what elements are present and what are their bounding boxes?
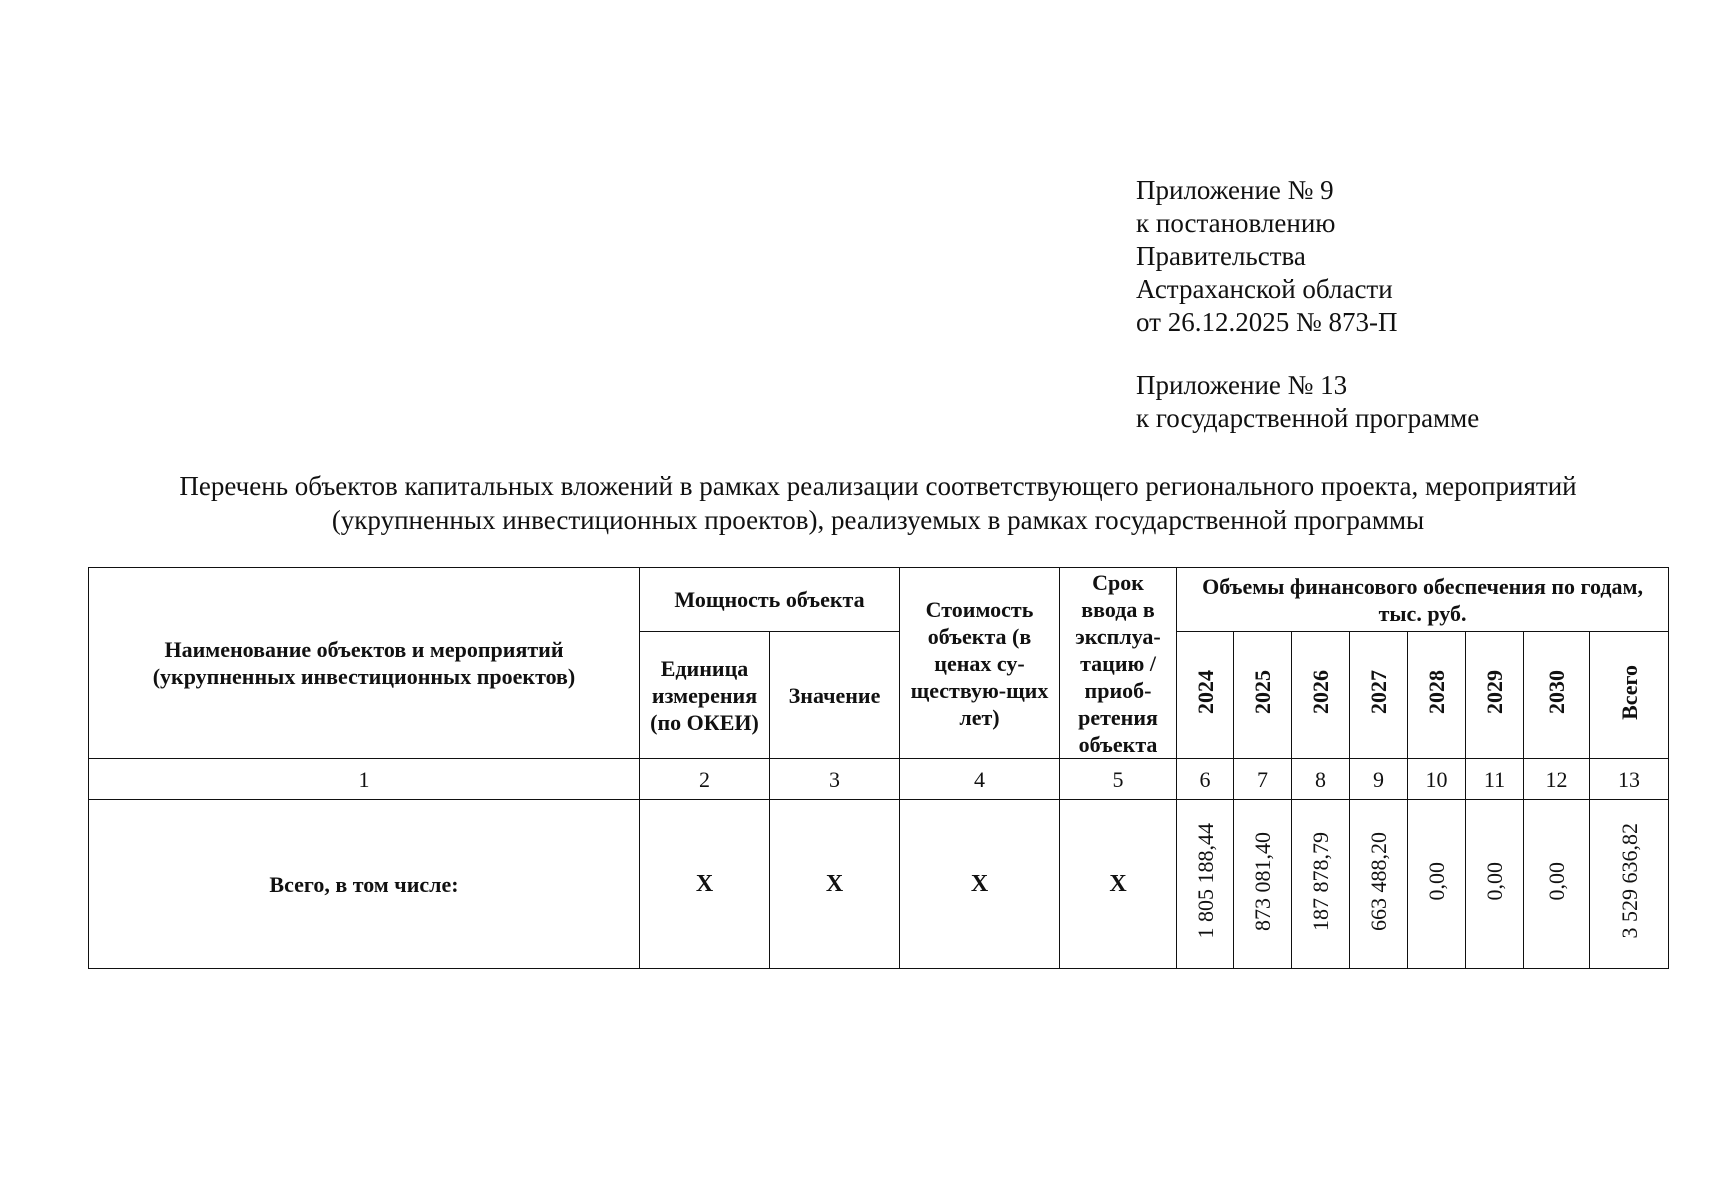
column-number-row — [89, 759, 1669, 800]
amount-value: 873 081,40 — [1250, 831, 1276, 931]
amount-value: 0,00 — [1482, 861, 1508, 901]
approval-line: к государственной программе — [1136, 403, 1480, 433]
approval-line: Приложение № 9 — [1136, 175, 1334, 205]
header-year — [1292, 632, 1350, 759]
header-year — [1408, 632, 1466, 759]
header-value: Значение — [770, 632, 900, 759]
year-label: 2024 — [1192, 670, 1218, 714]
approval-line: Астраханской области — [1136, 274, 1393, 304]
amount-cell — [1177, 800, 1234, 969]
approval-block — [1136, 174, 1479, 435]
column-number: 1 — [89, 759, 640, 800]
column-number: 10 — [1408, 759, 1466, 800]
capital-investment-table — [88, 567, 1669, 969]
amount-total-value: 3 529 636,82 — [1616, 823, 1642, 939]
amount-value: 187 878,79 — [1308, 831, 1334, 931]
amount-value: 0,00 — [1544, 861, 1570, 901]
amount-value: 0,00 — [1424, 861, 1450, 901]
column-number: 6 — [1177, 759, 1234, 800]
column-number: 9 — [1350, 759, 1408, 800]
amount-cell — [1408, 800, 1466, 969]
column-number: 3 — [770, 759, 900, 800]
column-number: 7 — [1234, 759, 1292, 800]
header-total — [1590, 632, 1669, 759]
header-year — [1466, 632, 1524, 759]
title-line-2: (укрупненных инвестиционных проектов), реализуемых в рамках государственной программы — [331, 505, 1425, 535]
approval-gap — [1136, 339, 1479, 369]
approval-line: Правительства — [1136, 241, 1306, 271]
amount-cell — [1234, 800, 1292, 969]
row-cost: Х — [900, 800, 1060, 969]
row-term: Х — [1060, 800, 1177, 969]
column-number: 13 — [1590, 759, 1669, 800]
amount-cell — [1292, 800, 1350, 969]
amount-cell — [1350, 800, 1408, 969]
document-title — [88, 469, 1668, 537]
year-label: 2025 — [1250, 670, 1276, 714]
header-funding: Объемы финансового обеспечения по годам, тыс. руб. — [1177, 568, 1669, 632]
approval-line: от 26.12.2025 № 873-П — [1136, 307, 1398, 337]
row-name: Всего, в том числе: — [89, 800, 640, 969]
amount-value: 663 488,20 — [1366, 831, 1392, 931]
header-term: Срок ввода в эксплуа-тацию / приоб-ретения объекта — [1060, 568, 1177, 759]
approval-line: Приложение № 13 — [1136, 370, 1348, 400]
header-cost: Стоимость объекта (в ценах су-ществую-щих лет) — [900, 568, 1060, 759]
year-label: 2026 — [1308, 670, 1334, 714]
header-capacity: Мощность объекта — [640, 568, 900, 632]
column-number: 8 — [1292, 759, 1350, 800]
year-label: 2028 — [1424, 670, 1450, 714]
row-value: Х — [770, 800, 900, 969]
amount-value: 1 805 188,44 — [1192, 823, 1218, 939]
column-number: 2 — [640, 759, 770, 800]
column-number: 4 — [900, 759, 1060, 800]
column-number: 11 — [1466, 759, 1524, 800]
amount-total-cell — [1590, 800, 1669, 969]
amount-cell — [1524, 800, 1590, 969]
header-year — [1234, 632, 1292, 759]
year-label: 2030 — [1544, 670, 1570, 714]
header-row-1 — [89, 568, 1669, 632]
header-year — [1177, 632, 1234, 759]
year-label: 2029 — [1482, 670, 1508, 714]
approval-line: к постановлению — [1136, 208, 1336, 238]
row-unit: Х — [640, 800, 770, 969]
header-name: Наименование объектов и мероприятий (укрупненных инвестиционных проектов) — [89, 568, 640, 759]
header-unit: Единица измерения (по ОКЕИ) — [640, 632, 770, 759]
year-label: 2027 — [1366, 670, 1392, 714]
total-label: Всего — [1616, 664, 1642, 720]
amount-cell — [1466, 800, 1524, 969]
table-row — [89, 800, 1669, 969]
column-number: 5 — [1060, 759, 1177, 800]
title-line-1: Перечень объектов капитальных вложений в рамках реализации соответствующего регионального проекта, мероприятий — [179, 471, 1577, 501]
header-year — [1350, 632, 1408, 759]
header-year — [1524, 632, 1590, 759]
column-number: 12 — [1524, 759, 1590, 800]
